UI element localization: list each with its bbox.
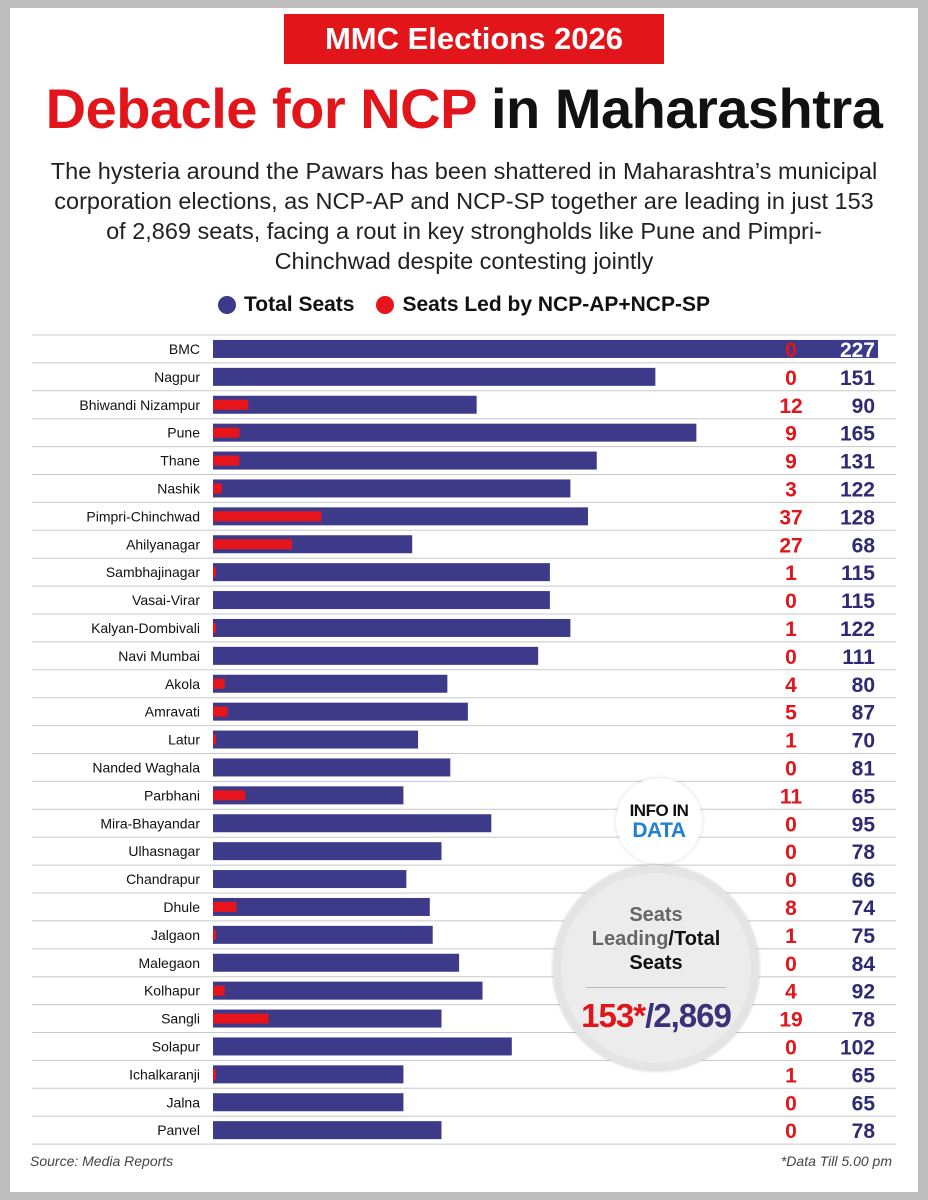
led-value-label: 8: [785, 896, 797, 920]
logo-line2: DATA: [632, 819, 686, 842]
bar-chart: [10, 8, 918, 1192]
summary-divider: [586, 987, 726, 988]
total-value-label: 128: [839, 506, 875, 530]
category-label: Kolhapur: [143, 982, 200, 999]
led-bar: [213, 623, 216, 633]
summary-figure: [561, 997, 751, 1035]
summary-label-leading: Leading: [591, 928, 669, 950]
total-bar: [213, 703, 468, 721]
headline-black: in Maharashtra: [491, 77, 883, 140]
category-label: Bhiwandi Nizampur: [79, 396, 200, 413]
total-value-label: 122: [839, 478, 875, 502]
led-value-label: 0: [785, 645, 797, 669]
category-label: Chandrapur: [126, 871, 200, 888]
category-label: Panvel: [157, 1122, 200, 1139]
category-label: Amravati: [144, 703, 200, 720]
led-value-label: 9: [785, 450, 797, 474]
summary-total-count: /2,869: [645, 997, 731, 1034]
led-value-label: 3: [785, 478, 797, 502]
category-label: Mira-Bhayandar: [100, 815, 200, 832]
led-value-label: 0: [785, 813, 797, 837]
led-value-label: 1: [785, 562, 797, 586]
led-value-label: 4: [785, 673, 797, 697]
total-bar: [213, 563, 550, 581]
total-bar: [213, 954, 459, 972]
headline-red: Debacle for NCP: [45, 77, 476, 140]
led-value-label: 0: [785, 1036, 797, 1060]
led-bar: [213, 790, 245, 800]
total-value-label: 78: [851, 1120, 875, 1144]
total-value-label: 68: [851, 534, 875, 558]
led-value-label: 1: [785, 924, 797, 948]
category-label: Jalna: [166, 1094, 200, 1111]
category-label: Solapur: [151, 1038, 200, 1055]
summary-led-count: 153*: [581, 997, 646, 1034]
total-value-label: 122: [839, 617, 875, 641]
total-value-label: 165: [839, 422, 875, 446]
total-value-label: 87: [851, 701, 875, 725]
led-bar: [213, 930, 216, 940]
category-label: Thane: [160, 452, 200, 469]
summary-label-total: /Total: [668, 928, 721, 950]
total-value-label: 111: [842, 645, 875, 669]
total-value-label: 81: [851, 757, 875, 781]
led-value-label: 5: [785, 701, 797, 725]
led-bar: [213, 539, 292, 549]
total-value-label: 90: [851, 394, 875, 418]
total-value-label: 115: [841, 562, 875, 586]
total-bar: [213, 591, 550, 609]
category-label: Jalgaon: [150, 926, 200, 943]
led-bar: [213, 483, 222, 493]
led-value-label: 1: [785, 617, 797, 641]
total-value-label: 65: [851, 1092, 875, 1116]
total-bar: [213, 814, 491, 832]
total-bar: [213, 926, 433, 944]
led-bar: [213, 707, 228, 717]
category-label: Dhule: [163, 898, 200, 915]
category-label: Sambhajinagar: [105, 564, 200, 581]
led-bar: [213, 511, 321, 521]
legend-label-total: Total Seats: [244, 293, 355, 316]
led-value-label: 9: [785, 422, 797, 446]
subtitle: The hysteria around the Pawars has been shattered in Maharashtra’s municipal corporation elections, as NCP-AP and NCP-SP together are leading in just 153 of 2,869 seats, facing a rout in key strongholds like Pune and Pimpri-Chinchwad despite contesting jointly: [50, 158, 878, 274]
led-value-label: 4: [785, 980, 797, 1004]
info-in-data-logo: [616, 778, 702, 864]
total-value-label: 78: [851, 1008, 875, 1032]
category-label: Sangli: [161, 1010, 200, 1027]
total-value-label: 84: [851, 952, 875, 976]
total-value-label: 131: [839, 450, 875, 474]
led-value-label: 0: [785, 952, 797, 976]
led-bar: [213, 428, 239, 438]
led-bar: [213, 400, 248, 410]
summary-badge: [553, 865, 759, 1071]
total-value-label: 78: [851, 841, 875, 865]
total-value-label: 75: [851, 924, 875, 948]
source-note: Source: Media Reports: [30, 1153, 174, 1169]
total-bar: [213, 368, 655, 386]
summary-label: [561, 903, 751, 975]
led-bar: [213, 567, 216, 577]
category-label: Parbhani: [143, 787, 200, 804]
total-bar: [213, 452, 597, 470]
category-label: Ulhasnagar: [128, 843, 200, 860]
total-value-label: 95: [851, 813, 875, 837]
category-label: Akola: [164, 675, 200, 692]
total-value-label: 115: [841, 590, 875, 614]
led-value-label: 1: [785, 729, 797, 753]
total-bar: [213, 731, 418, 749]
category-label: Ichalkaranji: [129, 1066, 200, 1083]
total-bar: [213, 1065, 403, 1083]
total-value-label: 65: [851, 785, 875, 809]
category-label: Nagpur: [154, 368, 200, 385]
led-bar: [213, 1069, 216, 1079]
total-bar: [213, 619, 570, 637]
total-value-label: 80: [851, 673, 875, 697]
led-bar: [213, 902, 236, 912]
total-value-label: 102: [839, 1036, 875, 1060]
category-label: Ahilyanagar: [126, 536, 200, 553]
category-label: Vasai-Virar: [132, 592, 200, 609]
total-value-label: 227: [839, 338, 875, 362]
led-value-label: 0: [785, 590, 797, 614]
total-bar: [213, 982, 483, 1000]
led-value-label: 0: [785, 869, 797, 893]
legend-label-led: Seats Led by NCP-AP+NCP-SP: [402, 293, 710, 316]
total-bar: [213, 1037, 512, 1055]
total-bar: [213, 424, 696, 442]
total-bar: [213, 647, 538, 665]
category-label: Malegaon: [138, 954, 200, 971]
category-label: Latur: [168, 731, 200, 748]
led-value-label: 12: [779, 394, 803, 418]
total-value-label: 66: [851, 869, 875, 893]
summary-label-seats2: Seats: [629, 952, 683, 974]
led-value-label: 19: [779, 1008, 803, 1032]
total-value-label: 74: [851, 896, 875, 920]
led-value-label: 1: [785, 1064, 797, 1088]
total-bar: [213, 396, 477, 414]
category-label: Pune: [167, 424, 200, 441]
total-bar: [213, 870, 406, 888]
category-label: Kalyan-Dombivali: [91, 619, 200, 636]
category-label: Nanded Waghala: [92, 759, 200, 776]
led-value-label: 0: [785, 338, 797, 362]
led-value-label: 0: [785, 757, 797, 781]
category-label: Pimpri-Chinchwad: [86, 508, 200, 525]
led-value-label: 0: [785, 1092, 797, 1116]
total-bar: [213, 898, 430, 916]
summary-label-seats: Seats: [629, 904, 683, 926]
infographic-card: [10, 8, 918, 1192]
total-bar: [213, 479, 570, 497]
led-bar: [213, 986, 225, 996]
total-value-label: 65: [851, 1064, 875, 1088]
led-value-label: 37: [779, 506, 803, 530]
led-value-label: 27: [779, 534, 803, 558]
led-value-label: 0: [785, 366, 797, 390]
led-value-label: 0: [785, 1120, 797, 1144]
led-value-label: 0: [785, 841, 797, 865]
total-bar: [213, 1121, 442, 1139]
led-bar: [213, 456, 239, 466]
led-bar: [213, 735, 216, 745]
total-value-label: 92: [851, 980, 875, 1004]
category-label: BMC: [168, 340, 200, 357]
time-note: *Data Till 5.00 pm: [780, 1153, 892, 1169]
category-label: Navi Mumbai: [118, 647, 200, 664]
total-bar: [213, 675, 447, 693]
banner: MMC Elections 2026: [284, 14, 664, 64]
logo-line1: INFO IN: [629, 801, 689, 820]
led-value-label: 11: [779, 785, 803, 809]
total-value-label: 70: [851, 729, 875, 753]
total-bar: [213, 340, 878, 358]
total-bar: [213, 758, 450, 776]
total-bar: [213, 842, 442, 860]
total-bar: [213, 1093, 403, 1111]
led-bar: [213, 1014, 269, 1024]
total-value-label: 151: [839, 366, 875, 390]
led-bar: [213, 679, 225, 689]
category-label: Nashik: [157, 480, 200, 497]
